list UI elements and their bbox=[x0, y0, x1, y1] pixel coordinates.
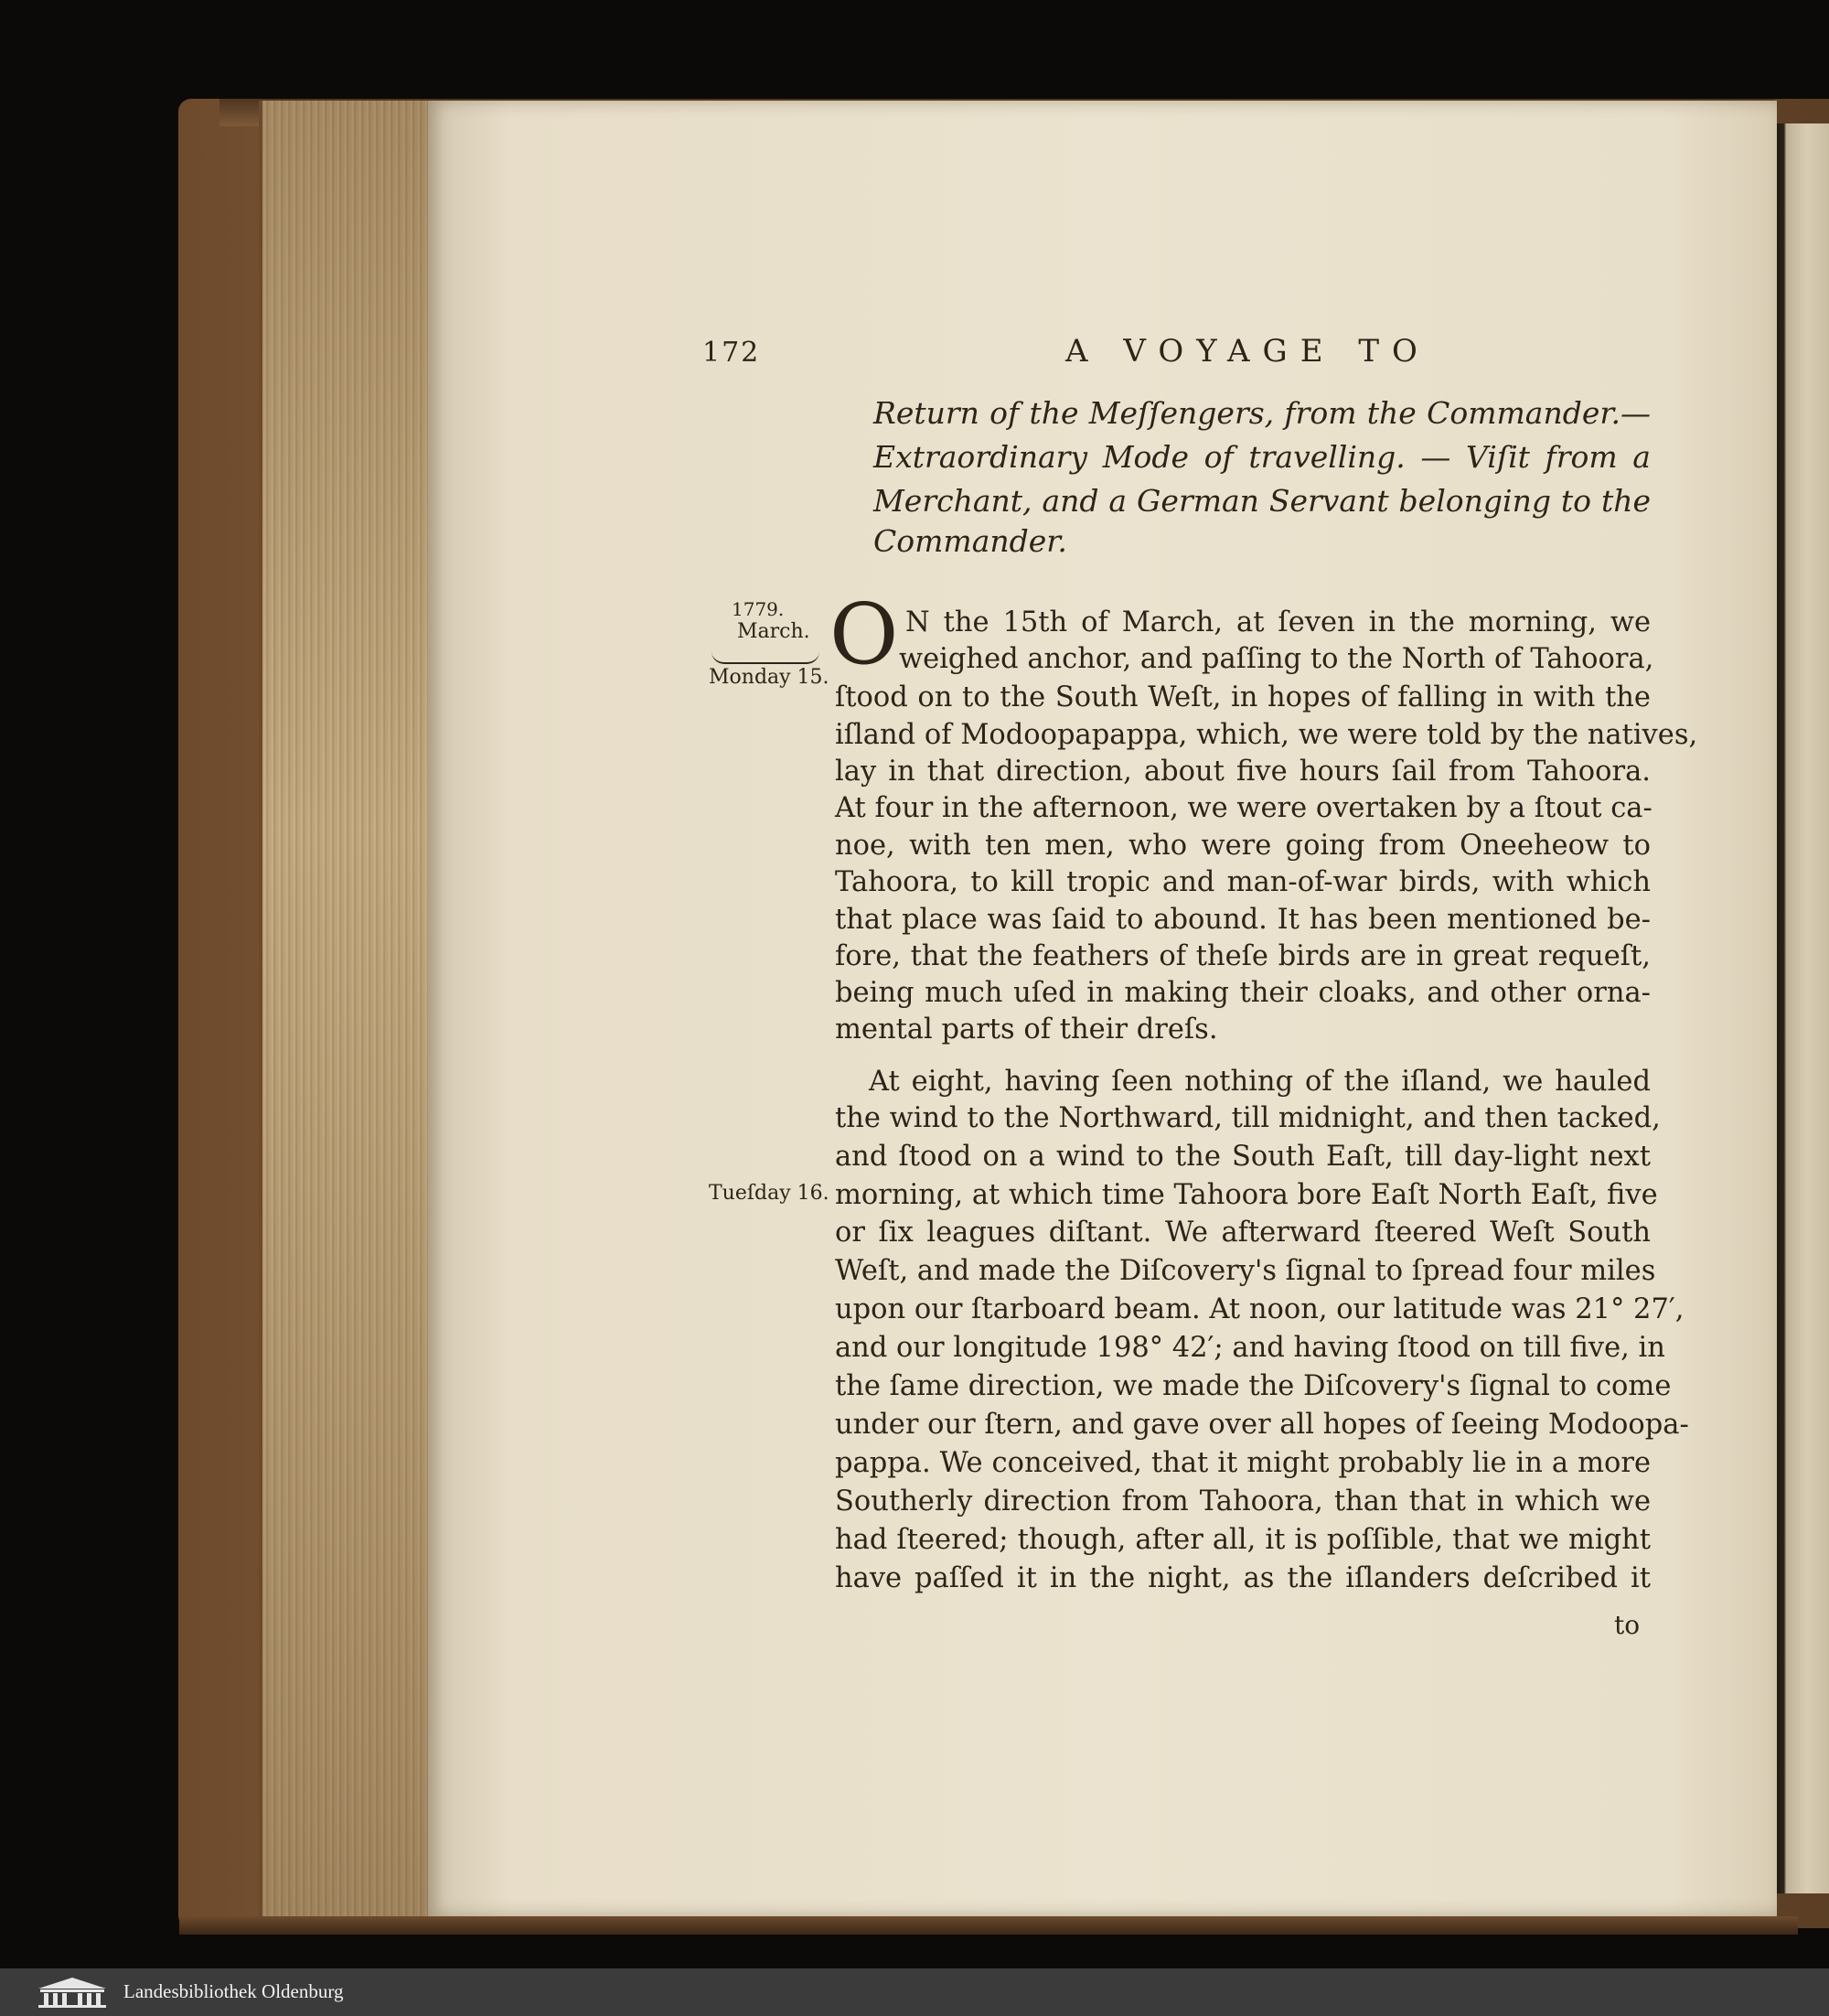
catchword: to bbox=[1614, 1610, 1641, 1640]
body-text-line: At four in the afternoon, we were overtaken by a ſtout ca- bbox=[835, 792, 1653, 824]
body-text-line: have paſſed it in the night, as the iſlanders deſcribed it bbox=[835, 1562, 1651, 1594]
body-text-line: or ſix leagues diſtant. We afterward ſteered Weſt South bbox=[835, 1217, 1651, 1249]
body-text-line: Weſt, and made the Diſcovery's ſignal to ſpread four miles bbox=[835, 1255, 1656, 1287]
body-text-line: that place was ſaid to abound. It has been mentioned be- bbox=[835, 904, 1651, 936]
facing-page-edge bbox=[1774, 123, 1829, 1893]
book-cover-bottom-edge bbox=[179, 1916, 1798, 1935]
body-text-line: the wind to the Northward, till midnight, and then tacked, bbox=[835, 1102, 1661, 1134]
margin-note-date: Monday 15. bbox=[709, 666, 829, 689]
body-text-line: Tahoora, to kill tropic and man-of-war birds, with which bbox=[835, 866, 1651, 898]
chapter-summary-line: Commander. bbox=[873, 523, 1067, 559]
footer-bar bbox=[0, 1968, 1829, 2016]
body-text-line: lay in that direction, about five hours ſail from Tahoora. bbox=[835, 756, 1651, 788]
chapter-summary-line: Merchant, and a German Servant belonging to the bbox=[873, 483, 1651, 519]
margin-brace bbox=[711, 651, 819, 664]
margin-note-year: 1779. bbox=[732, 598, 785, 620]
page-edges bbox=[259, 101, 441, 1916]
body-text-line: weighed anchor, and paſſing to the North of Tahoora, bbox=[899, 643, 1654, 675]
body-text-line: under our ſtern, and gave over all hopes of ſeeing Modoopa- bbox=[835, 1409, 1689, 1441]
chapter-summary-line: Return of the Meſſengers, from the Commander.— bbox=[873, 395, 1651, 431]
body-text-line: At eight, having ſeen nothing of the iſland, we hauled bbox=[869, 1066, 1651, 1098]
body-text-line: mental parts of their dreſs. bbox=[835, 1013, 1218, 1046]
body-text-line: fore, that the feathers of theſe birds are in great requeſt, bbox=[835, 940, 1651, 972]
body-text-line: had ſteered; though, after all, it is poſſible, that we might bbox=[835, 1524, 1651, 1556]
body-text-line: N the 15th of March, at ſeven in the morning, we bbox=[905, 606, 1651, 638]
margin-note-month: March. bbox=[737, 620, 810, 643]
body-text-line: pappa. We conceived, that it might probably lie in a more bbox=[835, 1447, 1651, 1479]
chapter-summary-line: Extraordinary Mode of travelling. — Viſit from a bbox=[873, 439, 1651, 475]
body-text-line: the ſame direction, we made the Diſcovery's ſignal to come bbox=[835, 1370, 1672, 1402]
running-head: A VOYAGE TO bbox=[1065, 333, 1430, 370]
body-text-line: iſland of Modoopapappa, which, we were told by the natives, bbox=[835, 719, 1698, 751]
body-text-line: and ſtood on a wind to the South Eaſt, till day-light next bbox=[835, 1141, 1651, 1173]
margin-note-date: Tueſday 16. bbox=[709, 1182, 829, 1205]
body-text-line: being much uſed in making their cloaks, and other orna- bbox=[835, 977, 1651, 1009]
library-name: Landesbibliothek Oldenburg bbox=[123, 1980, 344, 2002]
library-building-icon bbox=[35, 1976, 110, 2009]
body-text-line: and our longitude 198° 42′; and having ſtood on till five, in bbox=[835, 1332, 1665, 1364]
body-text-line: morning, at which time Tahoora bore Eaſt North Eaſt, five bbox=[835, 1179, 1658, 1211]
body-text-line: ſtood on to the South Weſt, in hopes of falling in with the bbox=[835, 681, 1651, 713]
body-text-line: Southerly direction from Tahoora, than that in which we bbox=[835, 1485, 1651, 1517]
page-number: 172 bbox=[702, 337, 761, 369]
body-text-line: upon our ſtarboard beam. At noon, our latitude was 21° 27′, bbox=[835, 1293, 1685, 1325]
drop-cap: O bbox=[829, 585, 899, 683]
body-text-line: noe, with ten men, who were going from Oneeheow to bbox=[835, 830, 1651, 862]
